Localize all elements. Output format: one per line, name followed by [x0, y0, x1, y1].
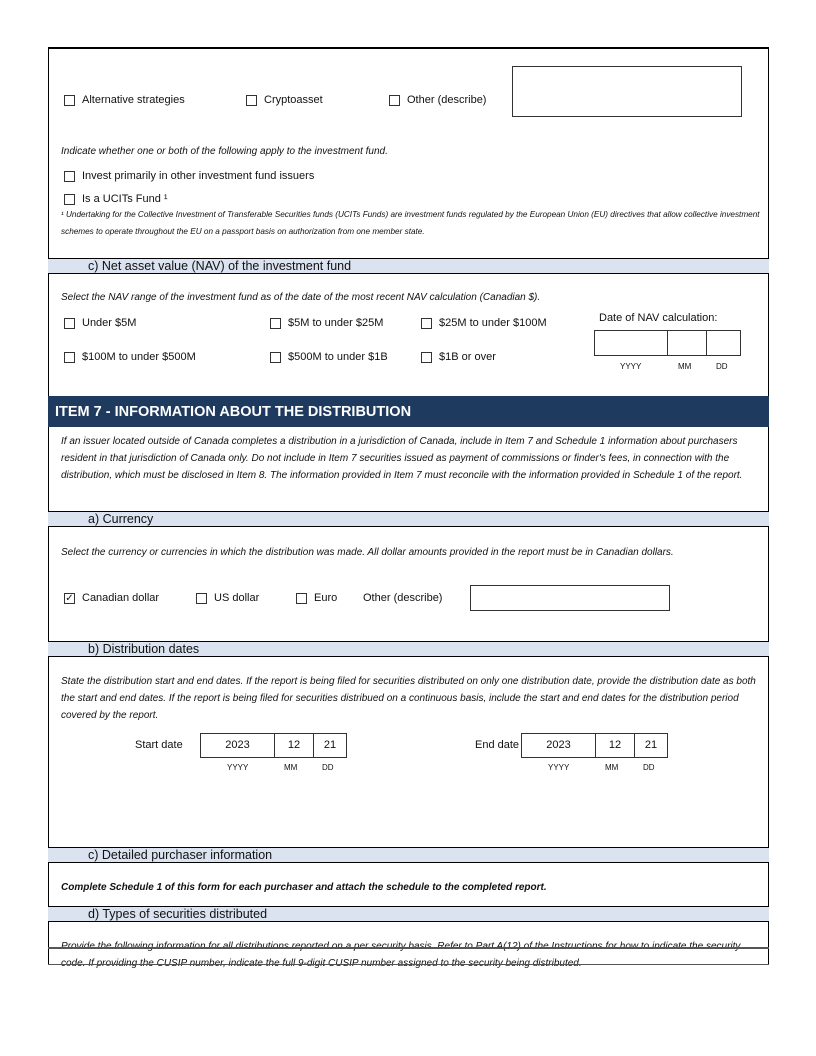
euro-label: Euro: [314, 592, 338, 604]
start-mm-input[interactable]: 12: [274, 733, 314, 758]
euro-checkbox[interactable]: [296, 593, 307, 604]
nav-date-mm-input[interactable]: [667, 330, 707, 356]
start-date-label: Start date: [135, 739, 183, 751]
other-label: Other (describe): [407, 94, 487, 106]
nav-date-label: Date of NAV calculation:: [599, 312, 718, 324]
form-frame: [48, 48, 769, 965]
nav-option-checkbox[interactable]: [421, 352, 432, 363]
nav-option-label: $100M to under $500M: [82, 351, 196, 363]
item7-header: [48, 396, 769, 427]
end-dd-input[interactable]: 21: [634, 733, 668, 758]
purchaser-header-text: c) Detailed purchaser information: [88, 848, 273, 862]
invest-primarily-checkbox[interactable]: [64, 171, 75, 182]
yyyy-label: YYYY: [620, 362, 642, 371]
us-dollar-checkbox[interactable]: [196, 593, 207, 604]
nav-option-label: $25M to under $100M: [439, 317, 547, 329]
ucits-checkbox[interactable]: [64, 194, 75, 205]
item7-title: ITEM 7 - INFORMATION ABOUT THE DISTRIBUTION: [55, 404, 412, 420]
dates-instruction: State the distribution start and end dates. If the report is being filed for securities distributed on only one distribution date, provide the distribution date as both the start and end dates. If the report is being filed for securities distribued on a continuous basis, include the start and end dates for the distribution period covered by the report.: [61, 676, 756, 721]
ucits-footnote: ¹ Undertaking for the Collective Investment of Transferable Securities funds (UCITs Funds) are investment funds regulated by the European Union (EU) directives that allow collective investment schemes to operate throughout the EU on a passport basis on authorization from one member state.: [61, 210, 760, 236]
securities-header-text: d) Types of securities distributed: [88, 907, 268, 921]
nav-option-checkbox[interactable]: [64, 352, 75, 363]
mm-label: MM: [678, 362, 692, 371]
start-dd-input[interactable]: 21: [313, 733, 347, 758]
item7-intro: If an issuer located outside of Canada completes a distribution in a jurisdiction of Canada, include in Item 7 and Schedule 1 information about purchasers resident in that jurisdiction of Canada only. Do not include in Item 7 securities issued as payment of commissions or finder's fees, in connection with the distribution, which must be disclosed in Item 8. The information provided in Item 7 must reconcile with the information provided in Schedule 1 of the report.: [61, 436, 743, 481]
nav-option-label: $1B or over: [439, 351, 496, 363]
nav-option-label: $500M to under $1B: [288, 351, 388, 363]
other-currency-input[interactable]: [470, 585, 670, 611]
nav-option-checkbox[interactable]: [270, 318, 281, 329]
dd-label: DD: [643, 763, 655, 772]
apply-instruction: Indicate whether one or both of the following apply to the investment fund.: [61, 146, 388, 157]
purchaser-text: Complete Schedule 1 of this form for each purchaser and attach the schedule to the completed report.: [61, 882, 547, 893]
nav-option-checkbox[interactable]: [421, 318, 432, 329]
dd-label: DD: [322, 763, 334, 772]
nav-option-checkbox[interactable]: [270, 352, 281, 363]
canadian-dollar-checkbox[interactable]: [64, 593, 75, 604]
dates-header-text: b) Distribution dates: [88, 642, 200, 656]
divider: [48, 964, 769, 965]
currency-section-header: [48, 511, 769, 527]
mm-label: MM: [284, 763, 298, 772]
us-dollar-label: US dollar: [214, 592, 260, 604]
securities-text: [61, 938, 761, 972]
securities-section-header: [48, 906, 769, 922]
alternative-strategies-checkbox[interactable]: [64, 95, 75, 106]
currency-header-text: a) Currency: [88, 512, 154, 526]
other-currency-label: Other (describe): [363, 592, 443, 604]
divider: [48, 47, 769, 49]
yyyy-label: YYYY: [548, 763, 570, 772]
nav-instruction: Select the NAV range of the investment fund as of the date of the most recent NAV calculation (Canadian $).: [61, 292, 541, 303]
other-describe-input[interactable]: [512, 66, 742, 117]
dd-label: DD: [716, 362, 728, 371]
alternative-strategies-label: Alternative strategies: [82, 94, 185, 106]
ucits-label: Is a UCITs Fund ¹: [82, 193, 168, 205]
end-mm-input[interactable]: 12: [595, 733, 635, 758]
cryptoasset-label: Cryptoasset: [264, 94, 323, 106]
purchaser-section-header: [48, 847, 769, 863]
nav-date-yyyy-input[interactable]: [594, 330, 668, 356]
nav-date-dd-input[interactable]: [706, 330, 741, 356]
nav-option-label: Under $5M: [82, 317, 137, 329]
mm-label: MM: [605, 763, 619, 772]
other-checkbox[interactable]: [389, 95, 400, 106]
currency-instruction: Select the currency or currencies in which the distribution was made. All dollar amounts provided in the report must be in Canadian dollars.: [61, 547, 674, 558]
invest-primarily-label: Invest primarily in other investment fund issuers: [82, 170, 315, 182]
start-yyyy-input[interactable]: 2023: [200, 733, 275, 758]
end-yyyy-input[interactable]: 2023: [521, 733, 596, 758]
nav-section-header: [48, 258, 769, 274]
canadian-dollar-label: Canadian dollar: [82, 592, 160, 604]
dates-section-header: [48, 641, 769, 657]
yyyy-label: YYYY: [227, 763, 249, 772]
check-icon: ✓: [65, 593, 74, 604]
cryptoasset-checkbox[interactable]: [246, 95, 257, 106]
nav-option-checkbox[interactable]: [64, 318, 75, 329]
nav-option-label: $5M to under $25M: [288, 317, 384, 329]
nav-header-text: c) Net asset value (NAV) of the investment fund: [88, 259, 352, 273]
end-date-label: End date: [475, 739, 520, 751]
divider: [48, 947, 769, 949]
